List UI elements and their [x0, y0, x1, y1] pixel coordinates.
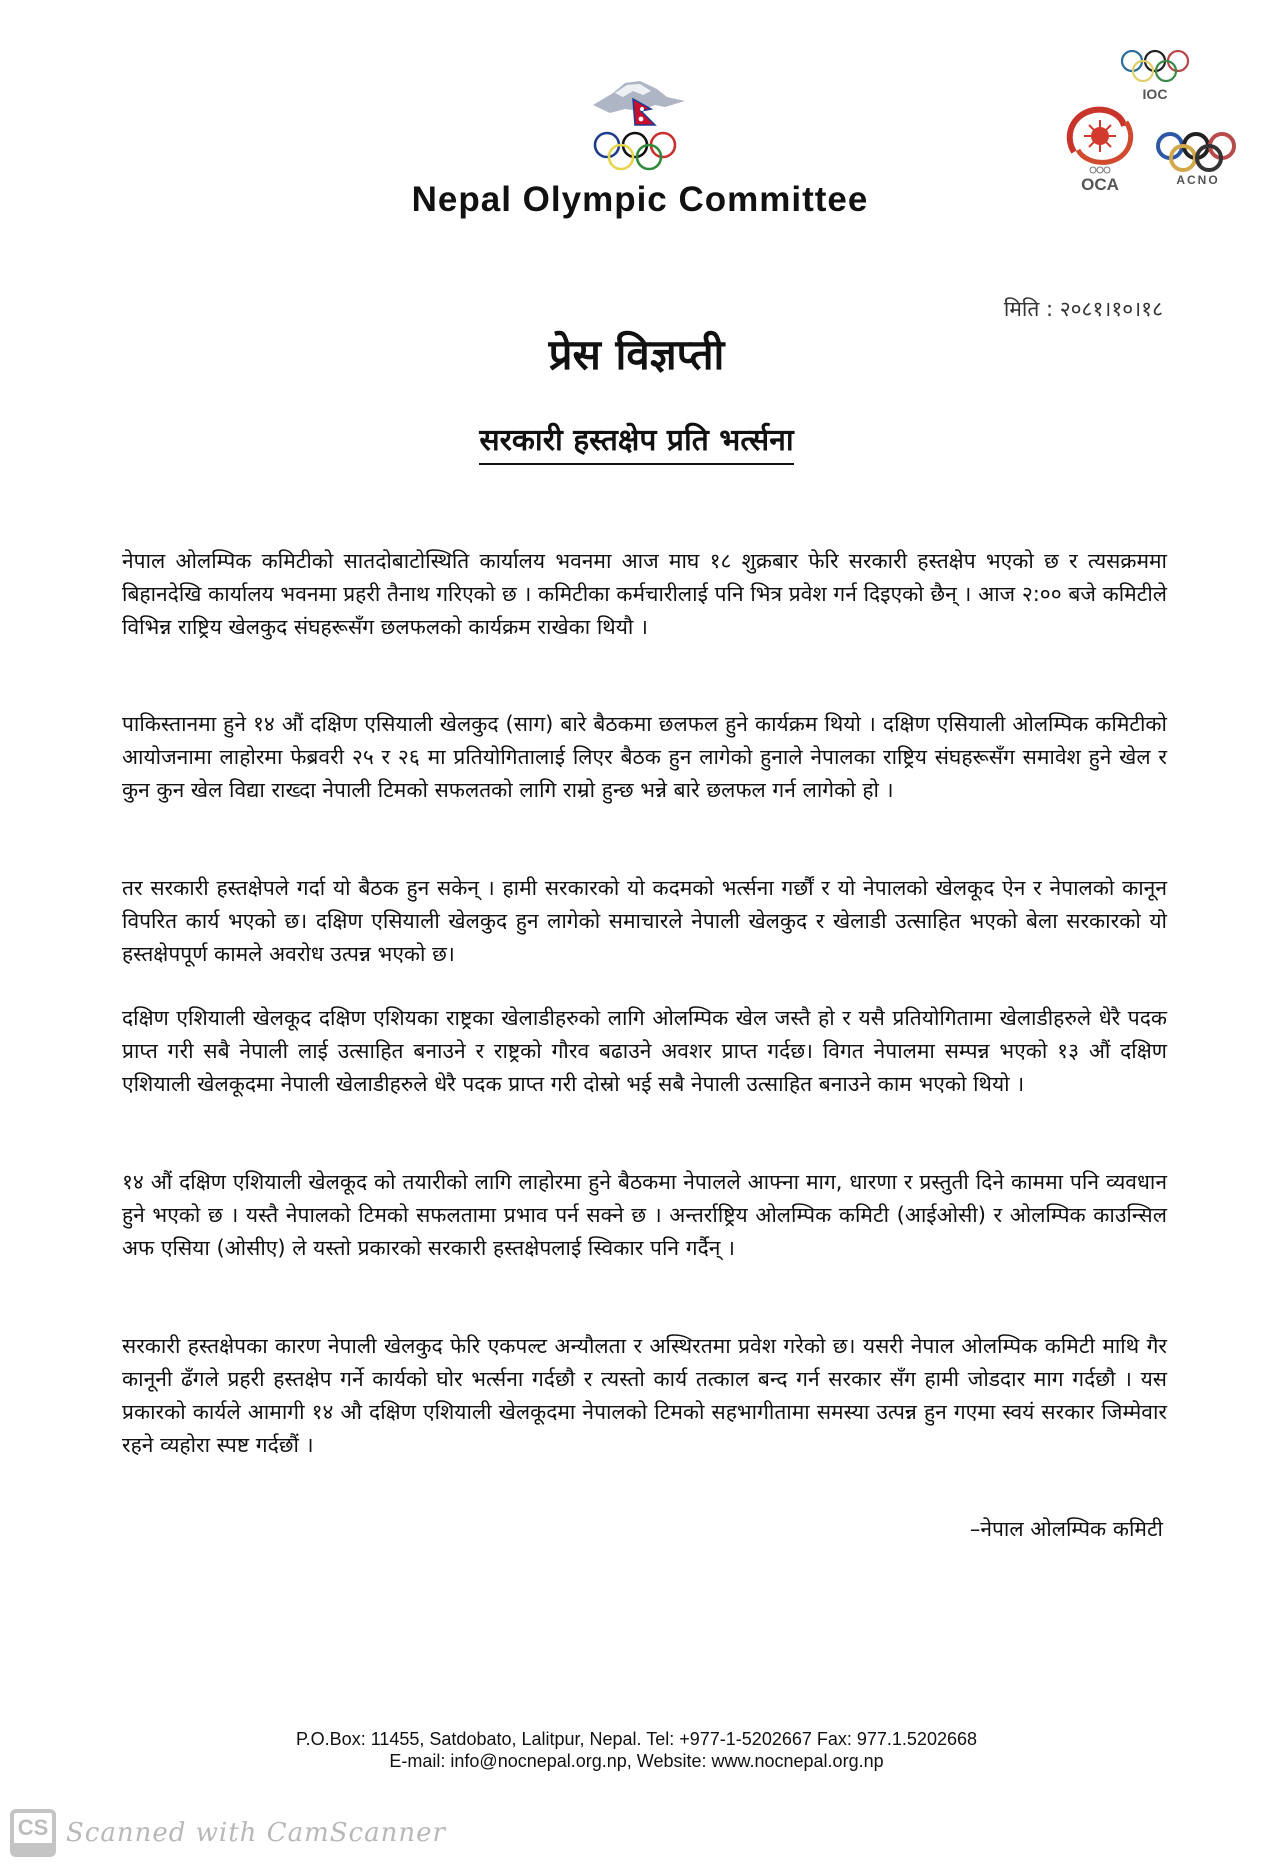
ioc-olympic-rings-icon: [1122, 51, 1188, 81]
oca-caption: OCA: [1081, 175, 1119, 194]
footer: [0, 1728, 1273, 1772]
oca-logo: [1060, 100, 1140, 195]
oca-small-rings-icon: [1090, 167, 1110, 173]
body-paragraph: १४ औं दक्षिण एशियाली खेलकूद को तयारीको लागि लाहोरमा हुने बैठकमा नेपालले आफ्ना माग, धारणा र प्रस्तुती दिने काममा पनि व्यवधान हुने भएको छ । यस्तै नेपालको टिमको सफलतामा प्रभाव पर्न सक्ने छ । अन्तर्राष्ट्रिय ओलम्पिक कमिटी (आईओसी) र ओलम्पिक काउन्सिल अफ एसिया (ओसीए) ले यस्तो प्रकारको सरकारी हस्तक्षेपलाई स्विकार पनि गर्दैन् ।: [122, 1170, 1167, 1260]
signature: –नेपाल ओलम्पिक कमिटी: [969, 1517, 1163, 1541]
ioc-logo: [1110, 45, 1200, 105]
watermark-text: Scanned with CamScanner: [66, 1818, 446, 1848]
date-line: मिति : २०८१।१०।१८: [1003, 297, 1163, 321]
camscanner-badge-bar: [14, 1843, 52, 1853]
olympic-rings-icon: [595, 133, 675, 169]
nepal-olympic-committee-logo: [585, 75, 695, 185]
body-paragraph: तर सरकारी हस्तक्षेपले गर्दा यो बैठक हुन सकेन् । हामी सरकारको यो कदमको भर्त्सना गर्छौं र यो नेपालको खेलकूद ऐन र नेपालको कानून विपरित कार्य भएको छ। दक्षिण एसियाली खेलकुद हुन लागेको समाचारले नेपाली खेलकुद र खेलाडी उत्साहित भएको बेला सरकारको यो हस्तक्षेपपूर्ण कामले अवरोध उत्पन्न भएको छ।: [122, 876, 1167, 966]
camscanner-badge: CS: [17, 1815, 49, 1840]
acno-rings-icon: [1158, 134, 1234, 170]
acno-caption: ACNO: [1176, 173, 1220, 187]
oca-dragon-sun-icon: [1070, 110, 1131, 163]
subtitle-wrapper: [0, 418, 1273, 465]
footer-contact: E-mail: info@nocnepal.org.np, Website: www.nocnepal.org.np: [389, 1751, 884, 1771]
ioc-caption: IOC: [1142, 86, 1168, 102]
body-paragraph: सरकारी हस्तक्षेपका कारण नेपाली खेलकुद फेरि एकपल्ट अन्यौलता र अस्थिरतमा प्रवेश गरेको छ। यसरी नेपाल ओलम्पिक कमिटी माथि गैर कानूनी ढँगले प्रहरी हस्तक्षेप गर्ने कार्यको घोर भर्त्सना गर्दछौ र त्यस्तो कार्य तत्काल बन्द गर्न सरकार सँग हामी जोडदार माग गर्दछौ । यस प्रकारको कार्यले आमागी १४ औ दक्षिण एशियाली खेलकूदमा नेपालको टिमको सहभागीतामा समस्या उत्पन्न हुन गएमा स्वयं सरकार जिम्मेवार रहने व्यहोरा स्पष्ट गर्दछौं ।: [122, 1334, 1167, 1457]
press-release-title: प्रेस विज्ञप्ती: [548, 330, 725, 379]
camscanner-watermark: [10, 1808, 446, 1858]
camscanner-logo-icon: [10, 1809, 56, 1857]
footer-address: P.O.Box: 11455, Satdobato, Lalitpur, Nepal. Tel: +977-1-5202667 Fax: 977.1.5202668: [295, 1729, 977, 1749]
body-paragraph: नेपाल ओलम्पिक कमिटीको सातदोबाटोस्थिति कार्यालय भवनमा आज माघ १८ शुक्रबार फेरि सरकारी हस्तक्षेप भएको छ र त्यसक्रममा बिहानदेखि कार्यालय भवनमा प्रहरी तैनाथ गरिएको छ । कमिटीका कर्मचारीलाई पनि भित्र प्रवेश गर्न दिइएको छैन् । आज २:०० बजे कमिटीले विभिन्न राष्ट्रिय खेलकुद संघहरूसँग छलफलको कार्यक्रम राखेका थियौ ।: [122, 549, 1167, 639]
press-release-subtitle: सरकारी हस्तक्षेप प्रति भर्त्सना: [479, 418, 793, 465]
body-paragraph: पाकिस्तानमा हुने १४ औं दक्षिण एसियाली खेलकुद (साग) बारे बैठकमा छलफल हुने कार्यक्रम थियो । दक्षिण एसियाली ओलम्पिक कमिटीको आयोजनामा लाहोरमा फेब्रवरी २५ र २६ मा प्रतियोगितालाई लिएर बैठक हुन लागेको हुनाले नेपालका राष्ट्रिय संघहरूसँग समावेश हुने खेल र कुन कुन खेल विद्या राख्दा नेपाली टिमको सफलतको लागि राम्रो हुन्छ भन्ने बारे छलफल गर्न लागेको हो ।: [122, 712, 1167, 802]
organization-name: Nepal Olympic Committee: [411, 180, 869, 219]
acno-logo: [1148, 128, 1248, 188]
body-paragraph: दक्षिण एशियाली खेलकूद दक्षिण एशियका राष्ट्रका खेलाडीहरुको लागि ओलम्पिक खेल जस्तै हो र यसै प्रतियोगितामा खेलाडीहरुले धेरै पदक प्राप्त गरी सबै नेपाली लाई उत्साहित बनाउने र राष्ट्रको गौरव बढाउने अवशर प्राप्त गर्दछ। विगत नेपालमा सम्पन्न भएको १३ औं दक्षिण एशियाली खेलकूदमा नेपाली खेलाडीहरुले धेरै पदक प्राप्त गरी दोस्रो भई सबै नेपाली उत्साहित बनाउने काम भएको थियो ।: [122, 1006, 1167, 1096]
